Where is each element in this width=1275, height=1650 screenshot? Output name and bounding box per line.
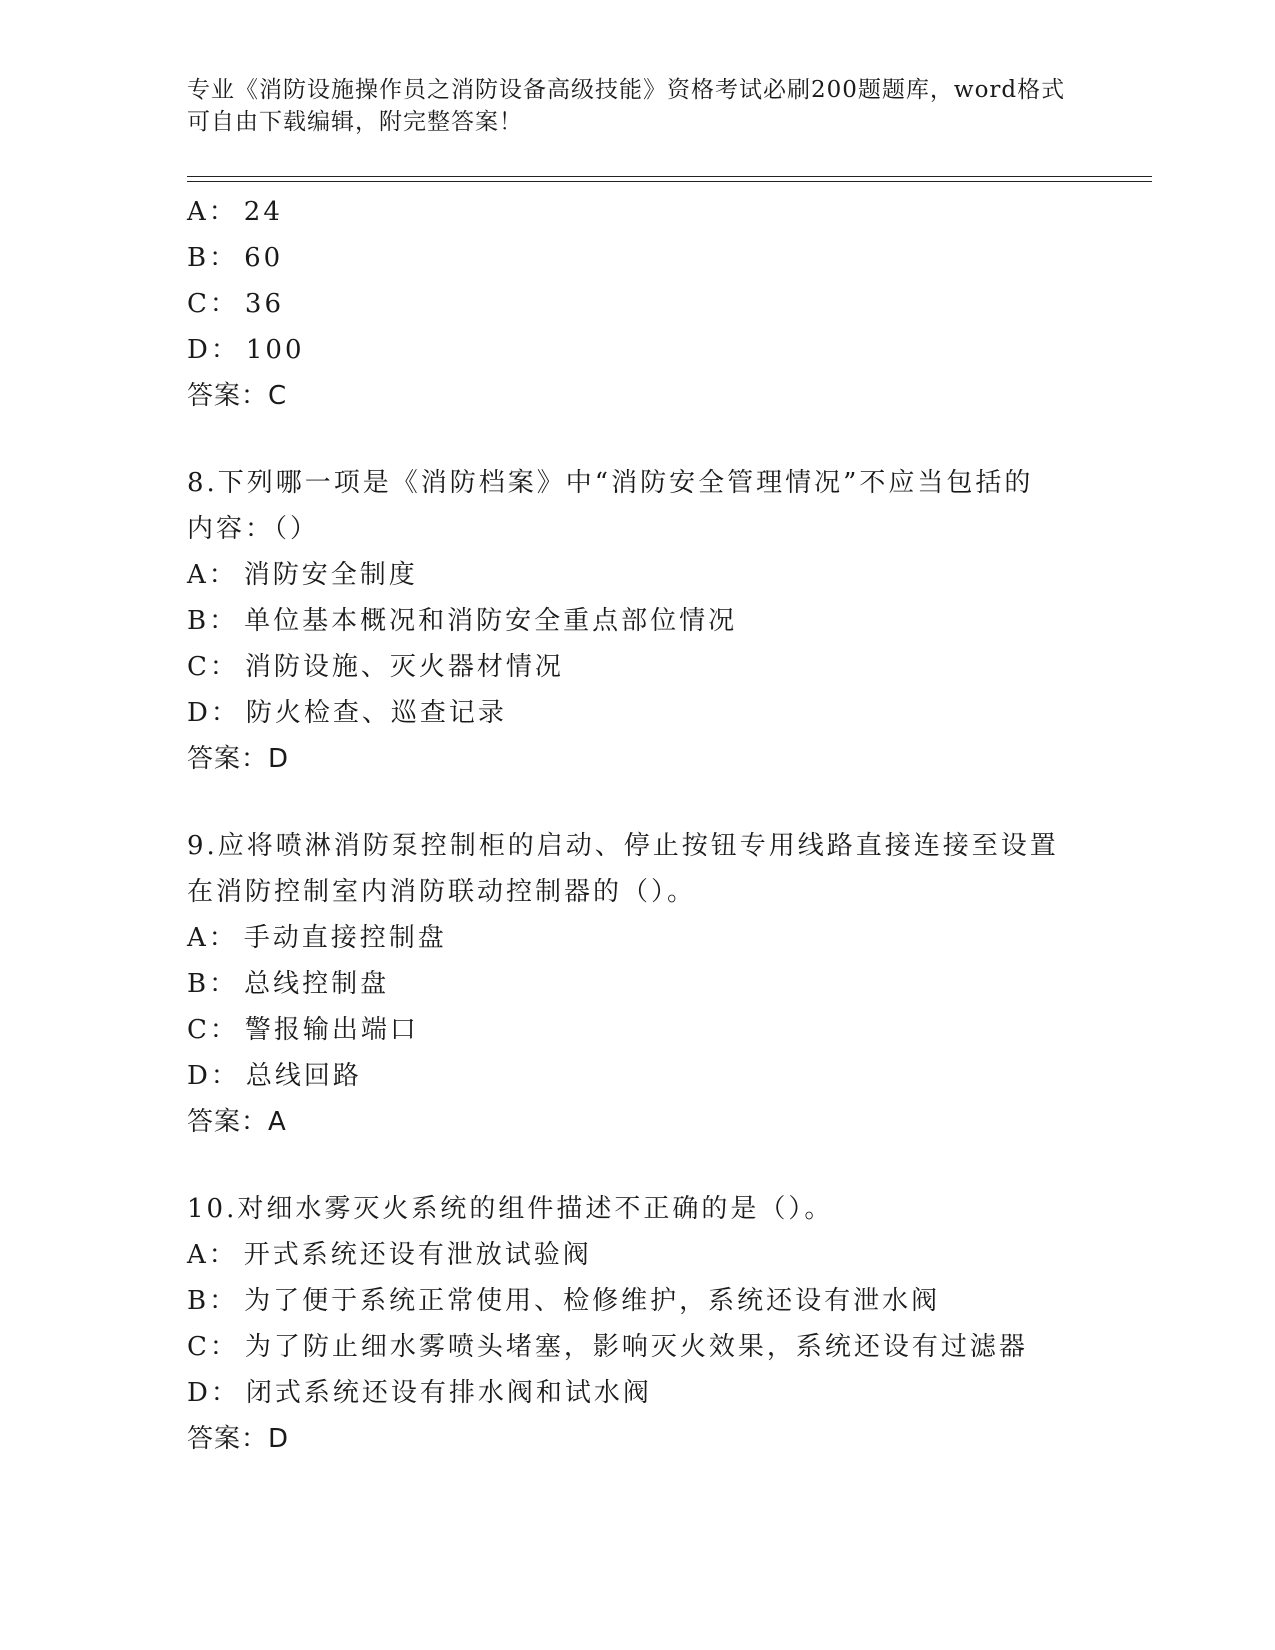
spacer — [187, 1145, 1087, 1186]
option-text: 24 — [243, 197, 283, 227]
option-d — [187, 690, 1087, 736]
option-a — [187, 189, 1087, 235]
option-d — [187, 1053, 1087, 1099]
option-text: 为了防止细水雾喷头堵塞，影响灭火效果，系统还设有过滤器 — [244, 1332, 1028, 1362]
option-text: 警报输出端口 — [244, 1015, 419, 1045]
spacer — [187, 419, 1087, 460]
question-stem-line-2: 在消防控制室内消防联动控制器的（）。 — [187, 877, 697, 907]
question-stem-line-1: 8.下列哪一项是《消防档案》中“消防安全管理情况”不应当包括的 — [187, 468, 1034, 498]
option-label: C： — [187, 652, 239, 682]
option-text: 100 — [245, 335, 305, 365]
option-b — [187, 961, 1087, 1007]
question-stem-line-1: 10.对细水雾灭火系统的组件描述不正确的是（）。 — [187, 1194, 834, 1224]
option-d — [187, 327, 1087, 373]
option-text: 防火检查、巡查记录 — [245, 698, 507, 728]
option-label: D： — [187, 1378, 240, 1408]
question-7 — [187, 189, 1087, 419]
option-d — [187, 1370, 1087, 1416]
option-label: A： — [187, 1240, 238, 1270]
answer-line: 答案：A — [187, 1107, 287, 1137]
option-a — [187, 915, 1087, 961]
option-label: B： — [187, 606, 239, 636]
answer-line: 答案：D — [187, 744, 290, 774]
header-rule-bottom — [187, 181, 1152, 182]
option-text: 消防设施、灭火器材情况 — [244, 652, 564, 682]
option-label: B： — [187, 969, 239, 999]
option-label: D： — [187, 335, 240, 365]
option-label: B： — [187, 1286, 239, 1316]
option-c — [187, 1007, 1087, 1053]
option-label: C： — [187, 1015, 239, 1045]
option-a — [187, 1232, 1087, 1278]
question-9 — [187, 823, 1087, 1145]
option-text: 为了便于系统正常使用、检修维护，系统还设有泄水阀 — [244, 1286, 941, 1316]
option-c — [187, 1324, 1087, 1370]
answer-line: 答案：C — [187, 381, 288, 411]
option-label: D： — [187, 1061, 240, 1091]
option-text: 手动直接控制盘 — [243, 923, 447, 953]
option-label: B： — [187, 243, 239, 273]
option-c — [187, 281, 1087, 327]
option-text: 总线回路 — [245, 1061, 362, 1091]
option-text: 单位基本概况和消防安全重点部位情况 — [244, 606, 738, 636]
option-label: C： — [187, 289, 239, 319]
option-text: 36 — [244, 289, 284, 319]
spacer — [187, 782, 1087, 823]
question-10 — [187, 1186, 1087, 1462]
question-stem-line-1: 9.应将喷淋消防泵控制柜的启动、停止按钮专用线路直接连接至设置 — [187, 831, 1059, 861]
option-c — [187, 644, 1087, 690]
option-b — [187, 1278, 1087, 1324]
option-label: A： — [187, 197, 238, 227]
option-label: D： — [187, 698, 240, 728]
option-text: 消防安全制度 — [243, 560, 418, 590]
option-text: 开式系统还设有泄放试验阀 — [243, 1240, 592, 1270]
option-b — [187, 235, 1087, 281]
question-stem-line-2: 内容：（） — [187, 514, 320, 544]
header-rule-top — [187, 176, 1152, 177]
option-label: A： — [187, 923, 238, 953]
option-text: 闭式系统还设有排水阀和试水阀 — [245, 1378, 652, 1408]
question-list — [187, 189, 1087, 1462]
answer-line: 答案：D — [187, 1424, 290, 1454]
option-text: 60 — [244, 243, 284, 273]
option-label: C： — [187, 1332, 239, 1362]
question-8 — [187, 460, 1087, 782]
document-header: 专业《消防设施操作员之消防设备高级技能》资格考试必刷200题题库，word格式可自由下载编辑，附完整答案！ — [187, 77, 1066, 135]
option-b — [187, 598, 1087, 644]
option-label: A： — [187, 560, 238, 590]
option-a — [187, 552, 1087, 598]
option-text: 总线控制盘 — [244, 969, 390, 999]
